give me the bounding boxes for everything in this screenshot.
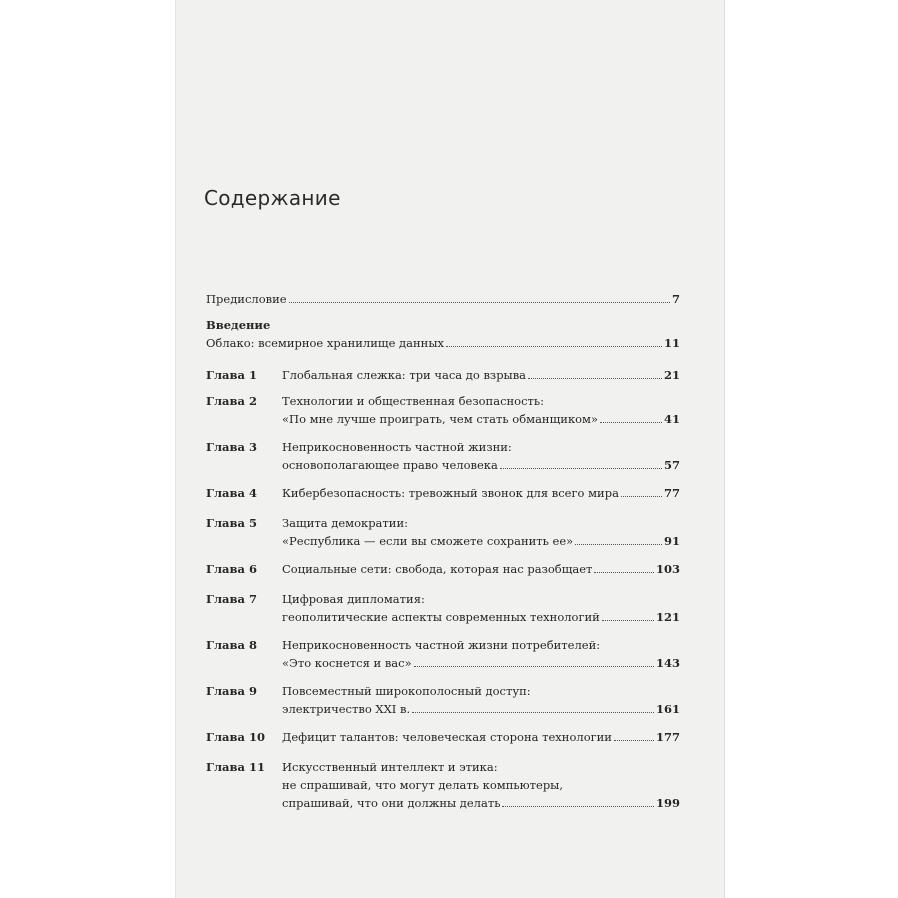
chapter-title-line: Дефицит талантов: человеческая сторона технологии: [282, 730, 612, 744]
chapter-title-line: не спрашивай, что могут делать компьютеры,: [282, 778, 563, 792]
toc-line: [206, 590, 680, 608]
toc-entry-chapter: [206, 636, 680, 672]
toc-line: [206, 456, 680, 474]
chapter-label: Глава 11: [206, 760, 265, 774]
toc-line: [206, 636, 680, 654]
chapter-title-line: Неприкосновенность частной жизни потребителей:: [282, 638, 601, 652]
page-number: 143: [655, 656, 680, 670]
chapter-label: Глава 8: [206, 638, 257, 652]
toc-entry-chapter: [206, 392, 680, 428]
page-number: 199: [655, 796, 680, 810]
chapter-title-line: электричество XXI в.: [282, 702, 411, 716]
toc-entry-chapter: [206, 758, 680, 812]
dot-leader: [500, 457, 662, 469]
chapter-title-line: геополитические аспекты современных технологий: [282, 610, 600, 624]
toc-line: [206, 608, 680, 626]
chapter-title-line: «Это коснется и вас»: [282, 656, 412, 670]
toc-entry-chapter: [206, 682, 680, 718]
toc-line: [206, 366, 680, 384]
dot-leader: [289, 291, 670, 303]
dot-leader: [614, 729, 654, 741]
toc-line: [206, 514, 680, 532]
chapter-title-line: Защита демократии:: [282, 516, 408, 530]
page-title: Содержание: [204, 186, 341, 210]
chapter-title-line: Повсеместный широкополосный доступ:: [282, 684, 531, 698]
toc-line: [206, 682, 680, 700]
chapter-title-line: «По мне лучше проиграть, чем стать обманщиком»: [282, 412, 599, 426]
toc-entry-introduction: [206, 316, 680, 352]
chapter-label: Глава 9: [206, 684, 257, 698]
chapter-label: Глава 6: [206, 562, 257, 576]
dot-leader: [528, 367, 662, 379]
dot-leader: [414, 655, 654, 667]
toc-entry-chapter: [206, 728, 680, 746]
page-number: 103: [655, 562, 680, 576]
toc-line: [206, 392, 680, 410]
book-page: [176, 0, 724, 898]
page-number: 91: [663, 534, 680, 548]
chapter-label: Глава 7: [206, 592, 257, 606]
chapter-title-line: Кибербезопасность: тревожный звонок для всего мира: [282, 486, 619, 500]
toc-entry-chapter: [206, 366, 680, 384]
toc-entry-preface: [206, 290, 680, 308]
toc-line: [206, 484, 680, 502]
toc-line: [206, 794, 680, 812]
toc-line: [206, 758, 680, 776]
dot-leader: [621, 485, 662, 497]
dot-leader: [412, 701, 654, 713]
chapter-label: Глава 10: [206, 730, 265, 744]
chapter-title-line: Цифровая дипломатия:: [282, 592, 425, 606]
dot-leader: [600, 411, 662, 423]
chapter-title-line: основополагающее право человека: [282, 458, 498, 472]
toc-entry-chapter: [206, 590, 680, 626]
page-number: 161: [655, 702, 680, 716]
toc-line: [206, 438, 680, 456]
toc-line: [206, 532, 680, 550]
dot-leader: [502, 795, 654, 807]
toc-line: [206, 560, 680, 578]
page-number: 21: [663, 368, 680, 382]
page-number: 121: [655, 610, 680, 624]
chapter-title-line: Глобальная слежка: три часа до взрыва: [282, 368, 527, 382]
chapter-title-line: спрашивай, что они должны делать: [282, 796, 501, 810]
dot-leader: [575, 533, 662, 545]
toc-entry-chapter: [206, 514, 680, 550]
dot-leader: [602, 609, 654, 621]
toc-line: [206, 654, 680, 672]
toc-line: [206, 700, 680, 718]
chapter-title-line: Искусственный интеллект и этика:: [282, 760, 498, 774]
chapter-title-line: Неприкосновенность частной жизни:: [282, 440, 512, 454]
page-number: 57: [663, 458, 680, 472]
toc-line: [206, 728, 680, 746]
toc-entry-chapter: [206, 484, 680, 502]
toc-line: [206, 410, 680, 428]
chapter-label: Глава 1: [206, 368, 257, 382]
dot-leader: [446, 335, 662, 347]
toc-entry-chapter: [206, 438, 680, 474]
introduction-heading: Введение: [206, 318, 271, 332]
page-number: 11: [663, 336, 680, 350]
chapter-label: Глава 4: [206, 486, 257, 500]
chapter-label: Глава 5: [206, 516, 257, 530]
dot-leader: [594, 561, 654, 573]
chapter-title-line: «Республика — если вы сможете сохранить ее»: [282, 534, 574, 548]
introduction-title: Облако: всемирное хранилище данных: [206, 336, 444, 350]
page-number: 41: [663, 412, 680, 426]
chapter-title-line: Социальные сети: свобода, которая нас разобщает: [282, 562, 593, 576]
chapter-label: Глава 2: [206, 394, 257, 408]
chapter-label: Глава 3: [206, 440, 257, 454]
page-number: 177: [655, 730, 680, 744]
toc-line: [206, 776, 680, 794]
preface-title: Предисловие: [206, 292, 287, 306]
toc-entry-chapter: [206, 560, 680, 578]
page-number: 77: [663, 486, 680, 500]
chapter-title-line: Технологии и общественная безопасность:: [282, 394, 545, 408]
page-number: 7: [671, 292, 680, 306]
